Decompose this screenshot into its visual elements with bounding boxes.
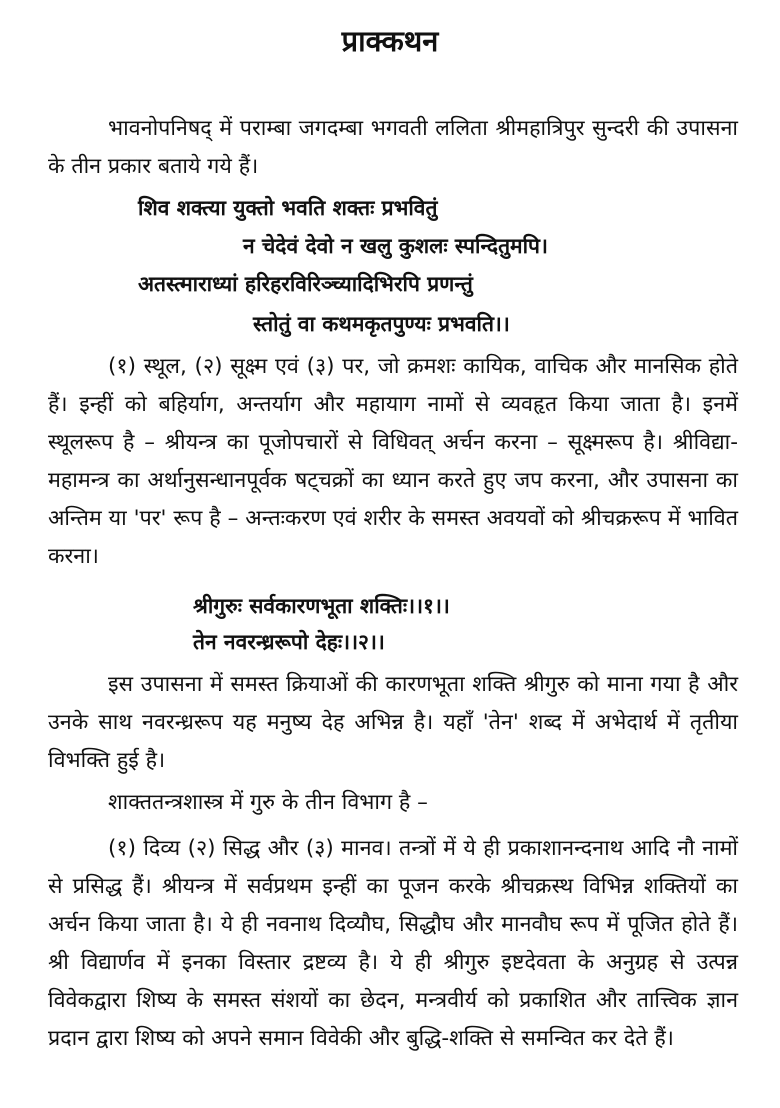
verse-1-line-4: स्तोतुं वा कथमकृतपुण्यः प्रभवति।। xyxy=(253,312,510,336)
verse-1-line-1: शिव शक्त्या युक्तो भवति शक्तः प्रभवितुं xyxy=(138,196,438,220)
verse-1-line-3: अतस्त्माराध्यां हरिहरविरिञ्च्यादिभिरपि प्रणन्तुं xyxy=(138,272,473,296)
intro-paragraph: भावनोपनिषद् में पराम्बा जगदम्बा भगवती ललिता श्रीमहात्रिपुर सुन्दरी की उपासना के तीन प्रकार बताये गये हैं। xyxy=(48,116,738,179)
paragraph-divya-siddha-manava: (१) दिव्य (२) सिद्ध और (३) मानव। तन्त्रों में ये ही प्रकाशानन्दनाथ आदि नौ नामों से प्रसिद्ध हैं। श्रीयन्त्र में सर्वप्रथम इन्हीं का पूजन करके श्रीचक्रस्थ विभिन्न शक्तियों का अर्चन किया जाता है। ये ही नवनाथ दिव्यौघ, सिद्धौघ और मानवौघ रूप में पूजित होते हैं। श्री विद्यार्णव में इनका विस्तार द्रष्टव्य है। ये ही श्रीगुरु इष्टदेवता के अनुग्रह से उत्पन्न विवेकद्वारा शिष्य के समस्त संशयों का छेदन, मन्त्रवीर्य को प्रकाशित और तात्त्विक ज्ञान प्रदान द्वारा शिष्य को अपने समान विवेकी और बुद्धि-शक्ति से समन्वित कर देते हैं। xyxy=(48,836,738,1051)
paragraph-guru-divisions: शाक्ततन्त्रशास्त्र में गुरु के तीन विभाग है – xyxy=(108,790,428,815)
page-title: प्राक्कथन xyxy=(341,24,439,58)
verse-2-line-2: तेन नवरन्ध्ररूपो देहः।।२।। xyxy=(193,630,385,654)
paragraph-upasana-types: (१) स्थूल, (२) सूक्ष्म एवं (३) पर, जो क्रमशः कायिक, वाचिक और मानसिक होते हैं। इन्हीं को बहिर्याग, अन्तर्याग और महायाग नामों से व्यवहृत किया जाता है। इनमें स्थूलरूप है – श्रीयन्त्र का पूजोपचारों से विधिवत् अर्चन करना – सूक्ष्मरूप है। श्रीविद्या-महामन्त्र का अर्थानुसन्धानपूर्वक षट्चक्रों का ध्यान करते हुए जप करना, और उपासना का अन्तिम या 'पर' रूप है – अन्तःकरण एवं शरीर के समस्त अवयवों को श्रीचक्ररूप में भावित करना। xyxy=(48,354,738,569)
verse-2-line-1: श्रीगुरुः सर्वकारणभूता शक्तिः।।१।। xyxy=(193,594,450,618)
verse-1-line-2: न चेदेवं देवो न खलु कुशलः स्पन्दितुमपि। xyxy=(243,234,548,258)
paragraph-shri-guru: इस उपासना में समस्त क्रियाओं की कारणभूता शक्ति श्रीगुरु को माना गया है और उनके साथ नवरन्ध्ररूप यह मनुष्य देह अभिन्न है। यहाँ 'तेन' शब्द में अभेदार्थ में तृतीया विभक्ति हुई है। xyxy=(48,672,738,773)
